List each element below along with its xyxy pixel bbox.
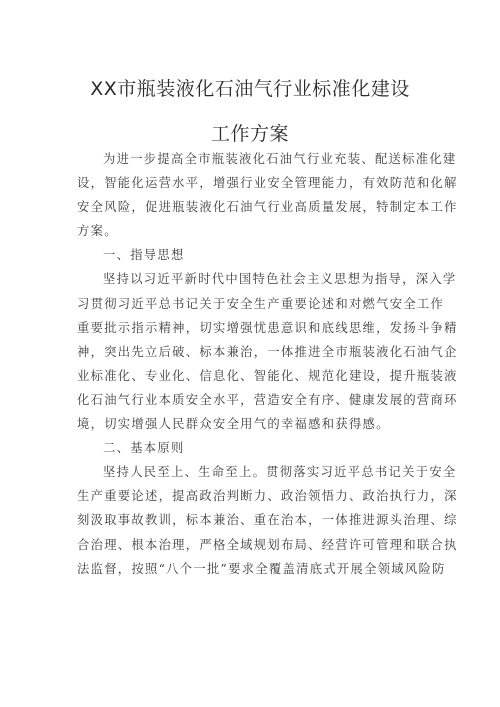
paragraph-line: 生产重要论述，提高政治判断力、政治领悟力、政治执行力，深 <box>77 489 458 504</box>
section-heading: 一、指导思想 <box>103 248 185 263</box>
paragraph-line: 化石油气行业本质安全水平，营造安全有序、健康发展的营商环 <box>77 392 458 407</box>
document-title-line-1: XX市瓶装液化石油气行业标准化建设 <box>90 78 410 100</box>
paragraph-line: 坚持以习近平新时代中国特色社会主义思想为指导，深入学 <box>103 272 457 287</box>
paragraph-line: 法监督，按照“八个一批”要求全覆盖清底式开展全领域风险防 <box>77 561 446 576</box>
paragraph-line: 方案。 <box>77 224 118 239</box>
paragraph-line: 习贯彻习近平总书记关于安全生产重要论述和对燃气安全工作 <box>77 296 445 311</box>
section-heading: 二、基本原则 <box>103 441 185 456</box>
paragraph-line: 刻汲取事故教训，标本兼治、重在治本，一体推进源头治理、综 <box>77 513 458 528</box>
paragraph-line: 为进一步提高全市瓶装液化石油气行业充装、配送标准化建 <box>103 152 457 166</box>
paragraph-line: 重要批示指示精神，切实增强忧患意识和底线思维，发扬斗争精 <box>77 320 458 335</box>
paragraph-line: 设，智能化运营水平，增强行业安全管理能力，有效防范和化解 <box>77 176 458 191</box>
paragraph-line: 坚持人民至上、生命至上。贯彻落实习近平总书记关于安全 <box>103 465 457 480</box>
paragraph-line: 业标准化、专业化、信息化、智能化、规范化建设，提升瓶装液 <box>77 368 458 383</box>
paragraph-line: 合治理、根本治理，严格全域规划布局、经营许可管理和联合执 <box>77 537 458 552</box>
document-title-line-2: 工作方案 <box>210 123 289 145</box>
document-body <box>77 147 458 581</box>
paragraph-line: 神，突出先立后破、标本兼治，一体推进全市瓶装液化石油气企 <box>77 344 458 359</box>
paragraph-line: 安全风险，促进瓶装液化石油气行业高质量发展，特制定本工作 <box>77 200 458 215</box>
paragraph-line: 境，切实增强人民群众安全用气的幸福感和获得感。 <box>77 417 390 432</box>
